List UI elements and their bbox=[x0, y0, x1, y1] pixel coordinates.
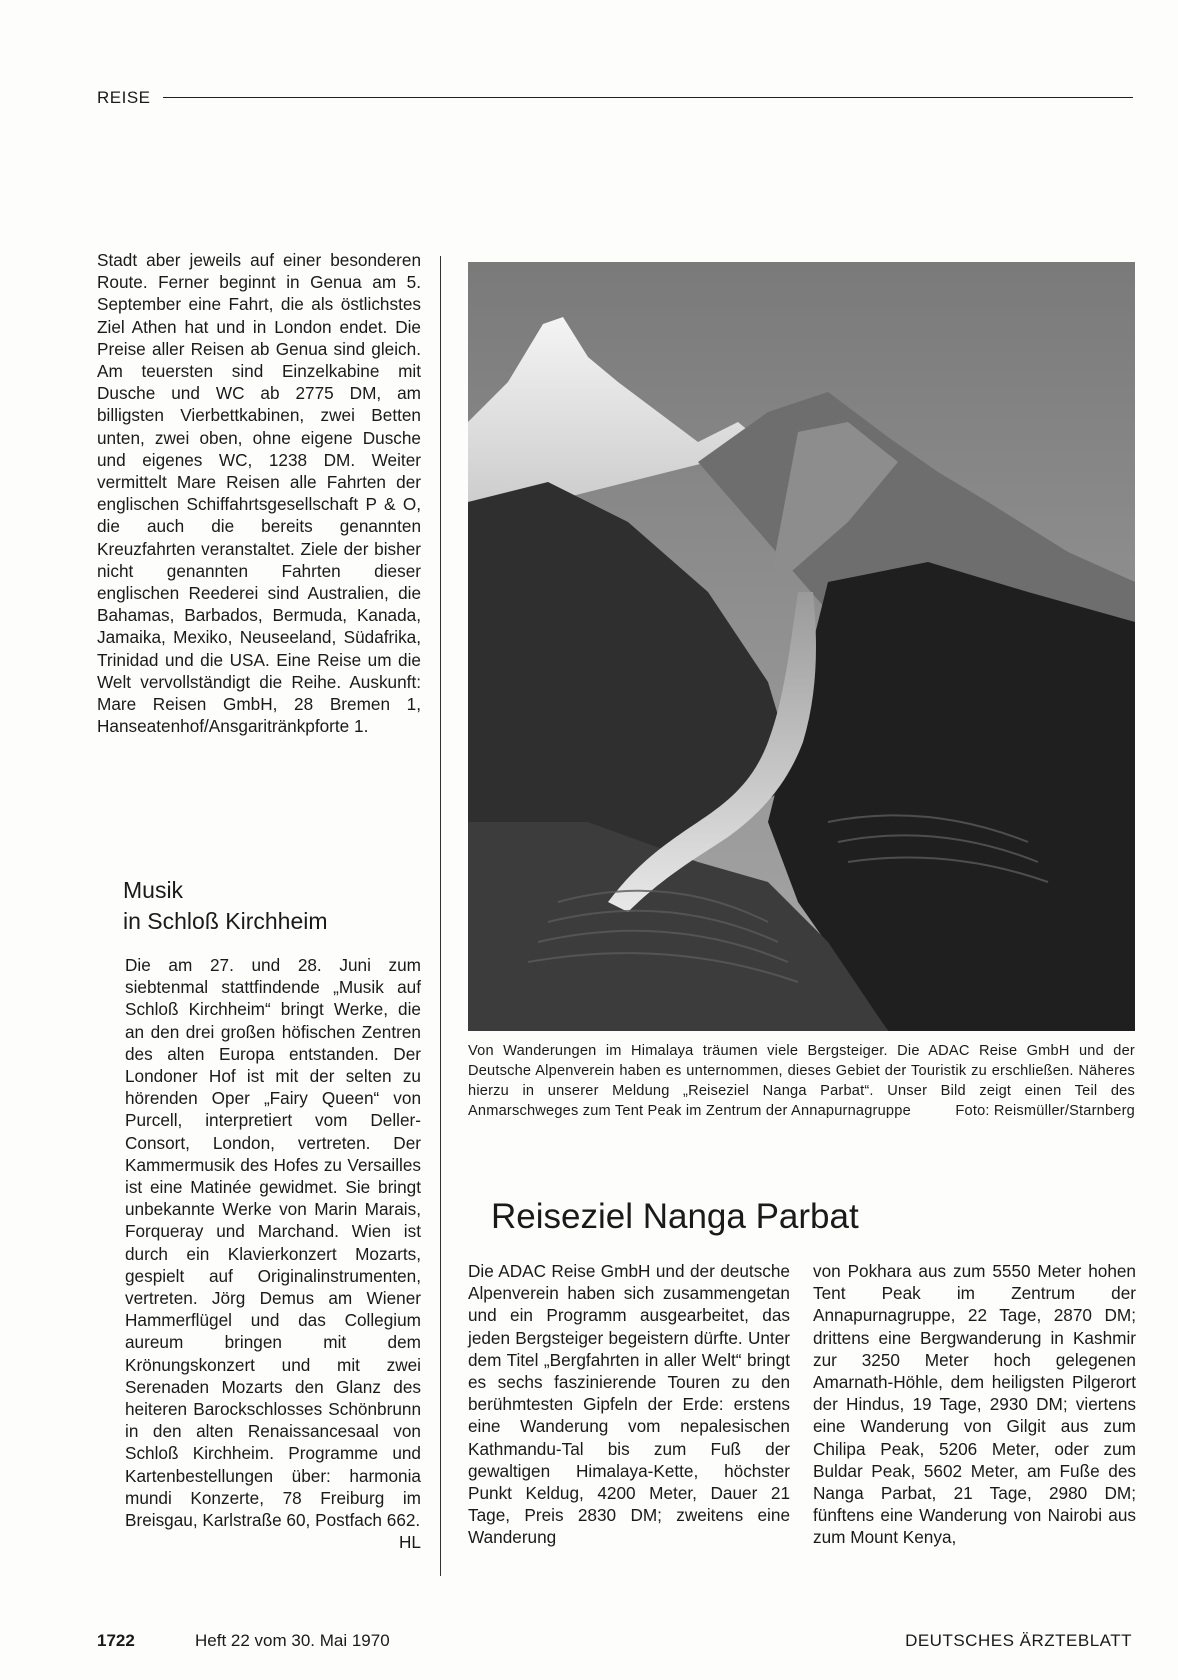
nanga-article-paragraph-1: Die ADAC Reise GmbH und der deutsche Alpenverein haben sich zusammengetan und ein Programm ausgearbeitet, das jeden Bergsteiger begeistern dürfte. Unter dem Titel „Bergfahrten in aller Welt“ bringt es sechs faszinierende Touren zu den berühmtesten Gipfeln der Erde: erstens eine Wanderung vom nepalesischen Kathmandu-Tal bis zum Fuß der gewaltigen Himalaya-Kette, höchster Punkt Keldug, 4200 Meter, Dauer 21 Tage, Preis 2830 DM; zweitens eine Wanderung bbox=[468, 1261, 790, 1548]
photo-credit: Foto: Reismüller/Starnberg bbox=[955, 1103, 1135, 1119]
issue-info: Heft 22 vom 30. Mai 1970 bbox=[195, 1631, 390, 1650]
music-article-text: Die am 27. und 28. Juni zum siebtenmal stattfindende „Musik auf Schloß Kirchheim“ bringt Werke, die an den drei großen höfischen Zentren des alten Europa entstanden. Der Londoner Hof ist mit der selten zu hörenden Oper „Fairy Queen“ von Purcell, interpretiert vom Deller-Consort, London, vertreten. Der Kammermusik des Hofes zu Versailles ist eine Matinée gewidmet. Sie bringt unbekannte Werke von Marin Marais, Forqueray und Marchand. Wien ist durch ein Klavierkonzert Mozarts, gespielt auf Originalinstrumenten, vertreten. Jörg Demus am Wiener Hammerflügel und das Collegium aureum bringen mit dem Krönungskonzert und mit zwei Serenaden Mozarts den Glanz des heiteren Barockschlosses Schönbrunn in den alten Renaissancesaal von Schloß Kirchheim. Programme und Kartenbestellungen über: harmonia mundi Konzerte, 78 Freiburg im Breisgau, Karlstraße 60, Postfach 662. bbox=[125, 955, 421, 1531]
travel-continuation-paragraph: Stadt aber jeweils auf einer besonderen Route. Ferner beginnt in Genua am 5. September eine Fahrt, die als östlichstes Ziel Athen hat und in London endet. Die Preise aller Reisen ab Genua sind gleich. Am teuersten sind Einzelkabine mit Dusche und WC ab 2775 DM, am billigsten Vierbettkabinen, zwei Betten unten, zwei oben, ohne eigene Dusche und eigenes WC, 1238 DM. Weiter vermittelt Mare Reisen alle Fahrten der englischen Schiffahrtsgesellschaft P & O, die auch die bereits genannten Kreuzfahrten veranstaltet. Ziele der bisher nicht genannten Fahrten dieser englischen Reederei sind Australien, die Bahamas, Barbados, Bermuda, Kanada, Jamaika, Mexiko, Neuseeland, Südafrika, Trinidad und die USA. Eine Reise um die Welt vervollständigt die Reihe. Auskunft: Mare Reisen GmbH, 28 Bremen 1, Hanseatenhof/Ansgaritränkpforte 1. bbox=[97, 250, 421, 737]
nanga-article-paragraph-2: von Pokhara aus zum 5550 Meter hohen Tent Peak im Zentrum der Annapurnagruppe, 22 Tage, 2870 DM; drittens eine Bergwanderung in Kashmir zur 3250 Meter hoch gelegenen Amarnath-Höhle, dem heiligsten Pilgerort der Hindus, 19 Tage, 2930 DM; viertens eine Wanderung von Gilgit aus zum Chilipa Peak, 5206 Meter, oder zum Buldar Peak, 5602 Meter, am Fuße des Nanga Parbat, 21 Tage, 2980 DM; fünftens eine Wanderung von Nairobi aus zum Mount Kenya, bbox=[813, 1261, 1136, 1548]
section-label: REISE bbox=[97, 88, 151, 107]
music-article-body bbox=[125, 954, 421, 1553]
photo-caption bbox=[468, 1041, 1135, 1121]
nanga-article-column-2 bbox=[813, 1260, 1136, 1549]
author-initials: HL bbox=[399, 1532, 421, 1553]
music-article-paragraph bbox=[125, 954, 421, 1553]
music-heading bbox=[123, 875, 328, 937]
nanga-parbat-heading: Reiseziel Nanga Parbat bbox=[491, 1197, 859, 1236]
nanga-article-column-1 bbox=[468, 1260, 790, 1549]
photo-caption-paragraph bbox=[468, 1041, 1135, 1121]
caption-text: Von Wanderungen im Himalaya träumen viele Bergsteiger. Die ADAC Reise GmbH und der Deutsche Alpenverein haben es unternommen, dieses Gebiet der Touristik zu erschließen. Näheres hierzu in unserer Meldung „Reiseziel Nanga Parbat“. Unser Bild zeigt einen Teil des Anmarschweges zum Tent Peak im Zentrum der Annapurnagruppe bbox=[468, 1043, 1135, 1119]
column-divider bbox=[440, 256, 441, 1576]
page-number: 1722 bbox=[97, 1631, 135, 1650]
music-heading-line1: Musik bbox=[123, 877, 184, 903]
left-column-text bbox=[97, 249, 421, 737]
music-heading-line2: in Schloß Kirchheim bbox=[123, 908, 328, 934]
journal-name: DEUTSCHES ÄRZTEBLATT bbox=[905, 1631, 1132, 1650]
himalaya-photo bbox=[468, 262, 1135, 1031]
header-rule bbox=[163, 97, 1133, 98]
